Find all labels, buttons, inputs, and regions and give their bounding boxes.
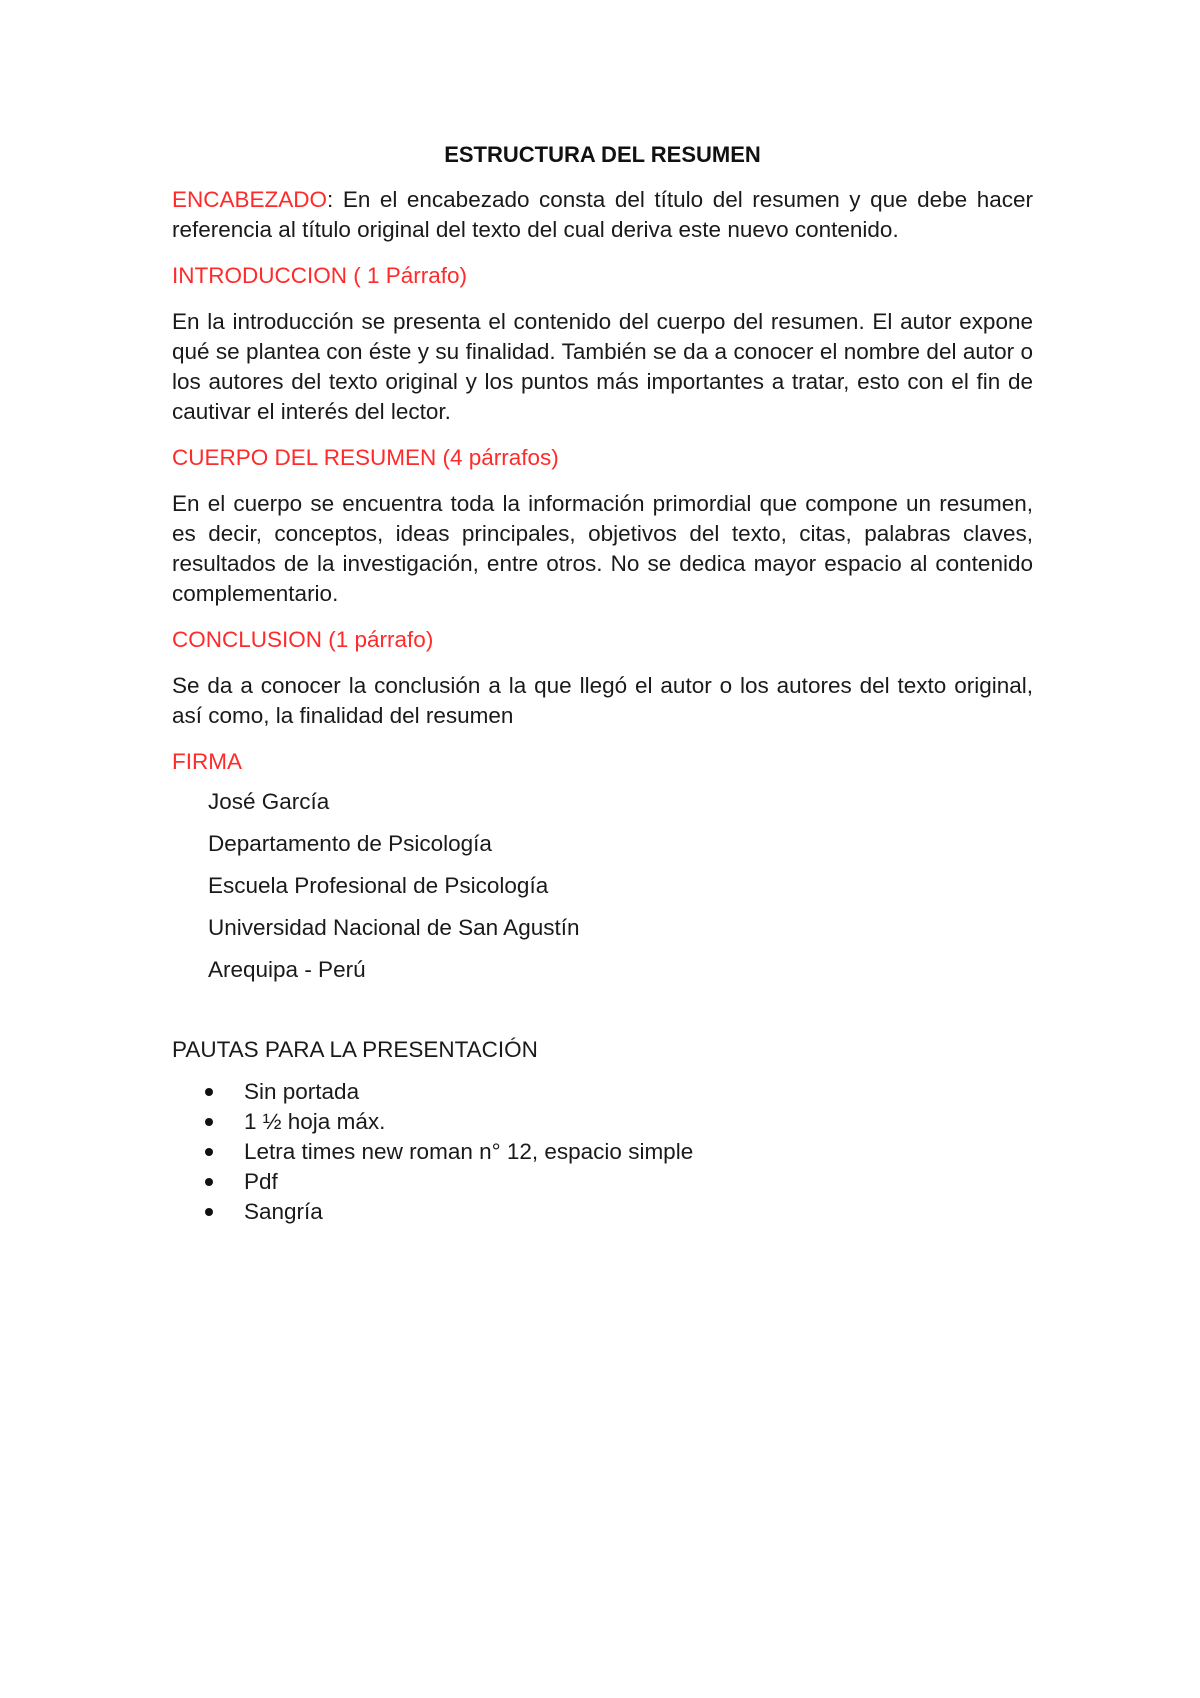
cuerpo-text: En el cuerpo se encuentra toda la información primordial que compone un resumen, es decir, conceptos, ideas principales, objetivos del texto, citas, palabras claves, resultados de la investigación, entre otros. No se dedica mayor espacio al contenido complementario. [172,491,1033,606]
guidelines-title: PAUTAS PARA LA PRESENTACIÓN [172,1037,538,1062]
conclusion-heading: CONCLUSION (1 párrafo) [172,627,434,652]
conclusion-text: Se da a conocer la conclusión a la que llegó el autor o los autores del texto original, así como, la finalidad del resumen [172,673,1033,728]
cuerpo-heading: CUERPO DEL RESUMEN (4 párrafos) [172,445,559,470]
introduccion-heading: INTRODUCCION ( 1 Párrafo) [172,263,468,288]
bullet-icon [205,1088,213,1096]
list-item [244,1077,1033,1107]
signature-location: Arequipa - Perú [208,957,366,982]
encabezado-label: ENCABEZADO [172,187,328,212]
document-content [172,140,1033,1227]
list-item-text: Pdf [244,1169,278,1194]
list-item-text: Sangría [244,1199,323,1224]
list-item [244,1167,1033,1197]
encabezado-text: En el encabezado consta del título del resumen y que debe hacer referencia al título original del texto del cual deriva este nuevo contenido. [172,187,1033,242]
list-item-text: Letra times new roman n° 12, espacio simple [244,1139,694,1164]
document-title: ESTRUCTURA DEL RESUMEN [444,142,761,167]
signature-department: Departamento de Psicología [208,831,492,856]
encabezado-paragraph [172,185,1033,245]
signature-school: Escuela Profesional de Psicología [208,873,549,898]
bullet-icon [205,1178,213,1186]
list-item-text: Sin portada [244,1079,360,1104]
bullet-icon [205,1208,213,1216]
signature-university: Universidad Nacional de San Agustín [208,915,580,940]
firma-heading: FIRMA [172,749,242,774]
list-item [244,1137,1033,1167]
signature-block [208,787,1033,985]
signature-name: José García [208,789,330,814]
introduccion-text: En la introducción se presenta el contenido del cuerpo del resumen. El autor expone qué se plantea con éste y su finalidad. También se da a conocer el nombre del autor o los autores del texto original y los puntos más importantes a tratar, esto con el fin de cautivar el interés del lector. [172,309,1033,424]
bullet-icon [205,1148,213,1156]
list-item-text: 1 ½ hoja máx. [244,1109,386,1134]
guidelines-list [172,1077,1033,1227]
list-item [244,1197,1033,1227]
bullet-icon [205,1118,213,1126]
list-item [244,1107,1033,1137]
encabezado-separator: : [327,187,334,212]
